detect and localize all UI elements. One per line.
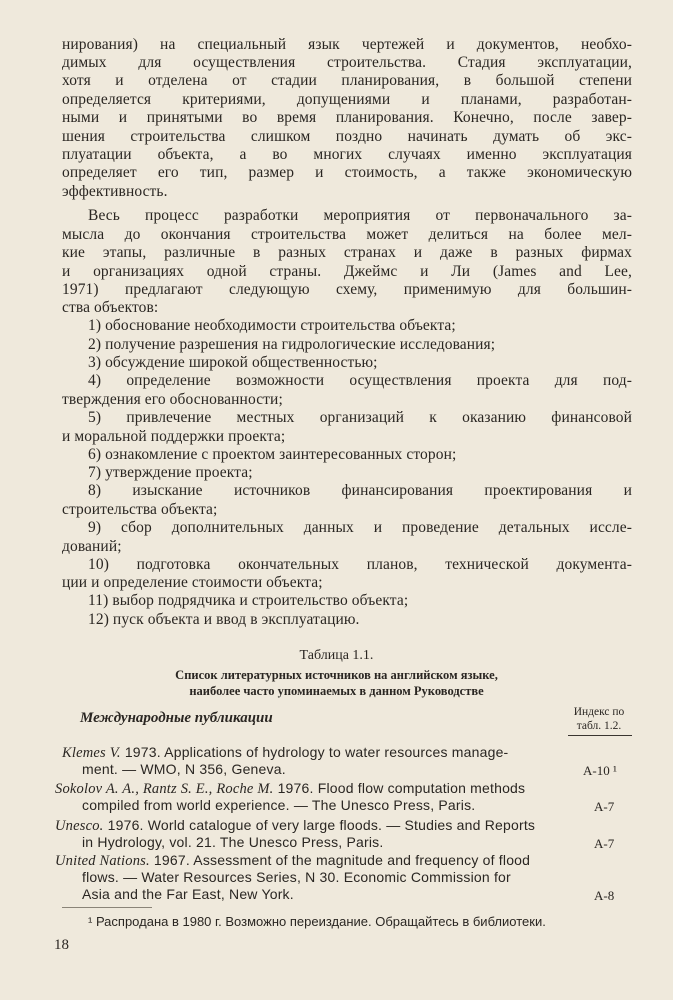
reference-index-code: А-7 — [594, 799, 615, 814]
list-item-continuation: тверждения его обоснованности; — [62, 391, 283, 408]
list-item: 4) определение возможности осуществления проекта для под- — [88, 372, 632, 389]
list-item: 11) выбор подрядчика и строительство объекта; — [88, 592, 409, 609]
table-number: Таблица 1.1. — [299, 648, 374, 663]
paragraph-2-line: Весь процесс разработки мероприятия от первоначального за- — [88, 207, 632, 224]
paragraph-1-line: эффективность. — [62, 183, 168, 200]
paragraph-1-line: хотя и отделена от стадии планирования, в большой степени — [62, 72, 632, 89]
paragraph-2-line: кие этапы, различные в разных странах и даже в разных фирмах — [62, 244, 632, 261]
list-item: 7) утверждение проекта; — [88, 464, 253, 481]
footnote: ¹ Распродана в 1980 г. Возможно переиздание. Обращайтесь в библиотеки. — [88, 914, 546, 929]
paragraph-2-line: ства объектов: — [62, 299, 159, 316]
reference-line — [55, 817, 535, 835]
reference-author: United Nations. — [55, 853, 150, 869]
reference-line: in Hydrology, vol. 21. The Unesco Press, Paris. — [82, 834, 384, 850]
paragraph-1-line: шения строительства слишком поздно начинать думать об экс- — [62, 128, 632, 145]
list-item-continuation: строительства объекта; — [62, 501, 218, 518]
paragraph-1-line: нирования) на специальный язык чертежей и документов, необхо- — [62, 36, 632, 53]
paragraph-1-line: определяется критериями, допущениями и планами, разработан- — [62, 91, 632, 108]
footnote-rule — [62, 907, 152, 908]
paragraph-1-line: димых для осуществления строительства. Стадия эксплуатации, — [62, 54, 632, 71]
reference-line — [55, 852, 530, 870]
paragraph-2-line: мысла до окончания строительства может делиться на более мел- — [62, 226, 632, 243]
page-number: 18 — [54, 937, 69, 953]
reference-line: ment. — WMO, N 356, Geneva. — [82, 761, 286, 777]
reference-index-code: А-7 — [594, 836, 615, 851]
list-item: 8) изыскание источников финансирования проектирования и — [88, 482, 632, 499]
paragraph-1-line: плуатации объекта, а во многих случаях именно эксплуатация — [62, 146, 632, 163]
reference-author: Klemes V. — [62, 745, 121, 761]
reference-index-code: А-8 — [594, 888, 615, 903]
list-item: 3) обсуждение широкой общественностью; — [88, 354, 378, 371]
reference-author: Sokolov A. A., Rantz S. E., Roche M. — [55, 781, 274, 797]
paragraph-2-line: и организациях одной страны. Джеймс и Ли (James and Lee, — [62, 263, 632, 280]
list-item: 6) ознакомление с проектом заинтересованных сторон; — [88, 446, 457, 463]
reference-line: flows. — Water Resources Series, N 30. Economic Commission for — [82, 869, 511, 885]
reference-text: 1976. World catalogue of very large floods. — Studies and Reports — [103, 817, 536, 833]
index-column-header: табл. 1.2. — [576, 720, 622, 732]
paragraph-2-line: 1971) предлагают следующую схему, применимую для большин- — [62, 281, 632, 298]
list-item: 10) подготовка окончательных планов, технической документа- — [88, 556, 632, 573]
reference-line: Asia and the Far East, New York. — [82, 886, 294, 902]
reference-line — [55, 780, 525, 798]
list-item: 5) привлечение местных организаций к оказанию финансовой — [88, 409, 632, 426]
reference-text: 1973. Applications of hydrology to water resources manage- — [120, 744, 509, 760]
list-item-continuation: и моральной поддержки проекта; — [62, 428, 286, 445]
list-item-continuation: ции и определение стоимости объекта; — [62, 574, 323, 591]
reference-line: compiled from world experience. — The Unesco Press, Paris. — [82, 797, 476, 813]
paragraph-1-line: определяет его тип, размер и стоимость, а также экономическую — [62, 164, 632, 181]
index-column-header: Индекс по — [573, 706, 625, 718]
list-item: 1) обоснование необходимости строительства объекта; — [88, 317, 456, 334]
list-item-continuation: дований; — [62, 538, 122, 555]
section-heading: Международные публикации — [80, 710, 273, 726]
list-item: 2) получение разрешения на гидрологические исследования; — [88, 336, 496, 353]
reference-line — [62, 744, 508, 762]
list-item: 9) сбор дополнительных данных и проведение детальных иссле- — [88, 519, 632, 536]
index-header-rule — [568, 735, 632, 736]
table-title: наиболее часто упоминаемых в данном Руководстве — [189, 684, 484, 698]
paragraph-1-line: ными и принятыми во время планирования. Конечно, после завер- — [62, 109, 632, 126]
reference-author: Unesco. — [55, 818, 104, 834]
table-title: Список литературных источников на английском языке, — [175, 668, 498, 682]
reference-index-code: А-10 ¹ — [583, 763, 617, 778]
list-item: 12) пуск объекта и ввод в эксплуатацию. — [88, 611, 360, 628]
reference-text: 1967. Assessment of the magnitude and frequency of flood — [149, 852, 531, 868]
reference-text: 1976. Flood flow computation methods — [273, 780, 526, 796]
